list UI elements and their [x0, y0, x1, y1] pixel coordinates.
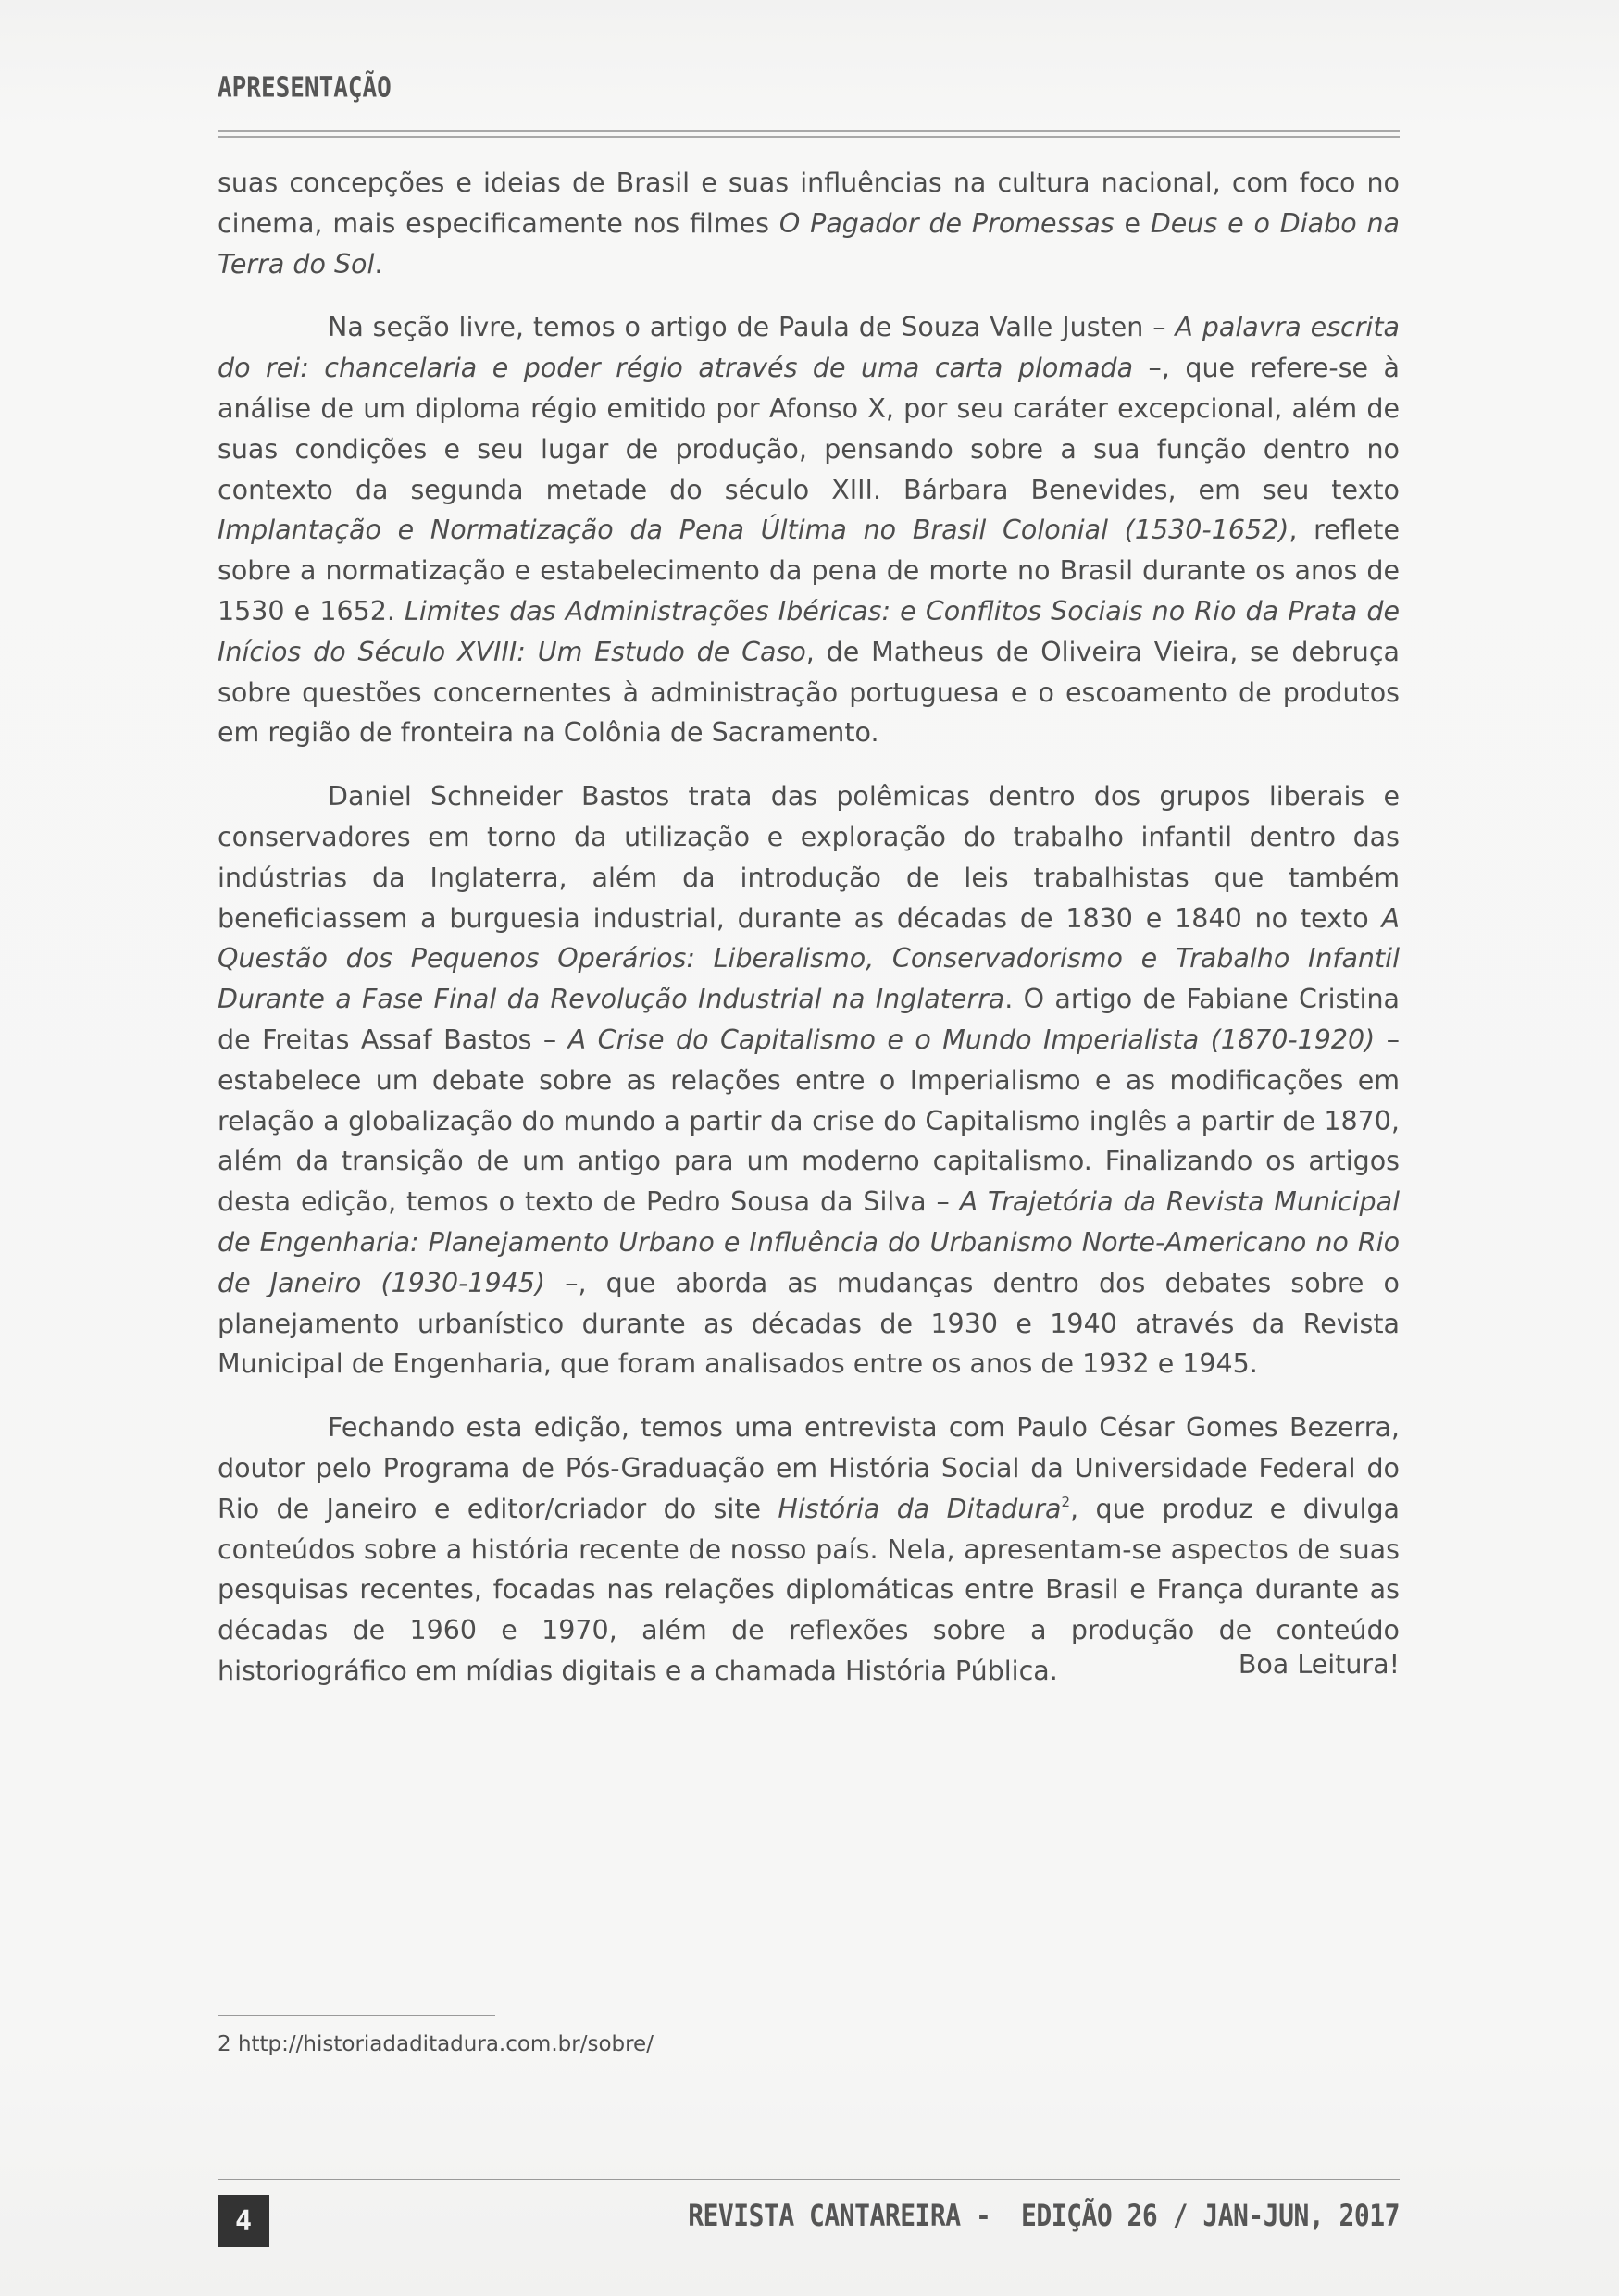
text-run: , reflete sobre a normatização e estabelecimento da pena de morte no Brasil durante os anos de 1530 e 1652.: [218, 515, 1400, 627]
article-title: Implantação e Normatização da Pena Última no Brasil Colonial (1530-1652): [218, 515, 1289, 546]
text-run: .: [374, 248, 383, 279]
paragraph-1: [218, 163, 1400, 284]
footnote-reference[interactable]: 2: [1061, 1493, 1071, 1510]
text-run: e: [1114, 207, 1151, 239]
text-run: , de Matheus de Oliveira Vieira, se debruça sobre questões concernentes à administração portuguesa e o escoamento de produtos em região de fronteira na Colônia de Sacramento.: [218, 636, 1400, 749]
closing-line: Boa Leitura!: [1238, 1649, 1400, 1680]
text-run: Fechando esta edição, temos uma entrevista com Paulo César Gomes Bezerra, doutor pelo Programa de Pós-Graduação em História Social da Universidade Federal do Rio de Janeiro e editor/criador do site: [218, 1412, 1400, 1524]
footnote-separator: [218, 2015, 495, 2016]
text-run: suas concepções e ideias de Brasil e suas influências na cultura nacional, com foco no cinema, mais especificamente nos filmes: [218, 168, 1400, 239]
article-title: Limites das Administrações Ibéricas: e Conflitos Sociais no Rio da Prata de Inícios do Século XVIII: Um Estudo de Caso: [218, 595, 1400, 667]
paragraph-3: [218, 776, 1400, 1384]
film-title: Deus e o Diabo na Terra do Sol: [218, 207, 1401, 279]
text-run: . O artigo de Fabiane Cristina de Freitas Assaf Bastos –: [218, 984, 1400, 1055]
text-run: Daniel Schneider Bastos trata das polêmicas dentro dos grupos liberais e conservadores em torno da utilização e exploração do trabalho infantil dentro das indústrias da Inglaterra, além da introdução de leis trabalhistas que também beneficiassem a burguesia industrial, durante as décadas de 1830 e 1840 no texto: [218, 781, 1400, 934]
footnote-text: 2 http://historiadaditadura.com.br/sobre/: [218, 2032, 654, 2056]
article-title: A Trajetória da Revista Municipal de Engenharia: Planejamento Urbano e Influência do Urbanismo Norte-Americano no Rio de Janeiro (1930-1945): [218, 1186, 1400, 1298]
body-text: [218, 163, 1400, 1715]
text-run: Na seção livre, temos o artigo de Paula de Souza Valle Justen –: [328, 312, 1176, 343]
footer-rule: [218, 2179, 1400, 2180]
article-title: A Questão dos Pequenos Operários: Liberalismo, Conservadorismo e Trabalho Infantil Durante a Fase Final da Revolução Industrial na Inglaterra: [218, 902, 1400, 1015]
text-run: –, que aborda as mudanças dentro dos debates sobre o planejamento urbanístico durante as décadas de 1930 e 1940 através da Revista Municipal de Engenharia, que foram analisados entre os anos de 1932 e 1945.: [218, 1267, 1400, 1380]
paragraph-4: [218, 1408, 1400, 1692]
paragraph-2: [218, 307, 1400, 753]
text-run: –, que refere-se à análise de um diploma régio emitido por Afonso X, por seu caráter excepcional, além de suas condições e seu lugar de produção, pensando sobre a sua função dentro no contexto da segunda metade do século XIII. Bárbara Benevides, em seu texto: [218, 353, 1400, 505]
article-title: A palavra escrita do rei: chancelaria e poder régio através de uma carta plomada: [218, 312, 1400, 384]
text-run: , que produz e divulga conteúdos sobre a história recente de nosso país. Nela, apresentam-se aspectos de suas pesquisas recentes, focadas nas relações diplomáticas entre Brasil e França durante as décadas de 1960 e 1970, além de reflexões sobre a produção de conteúdo historiográfico em mídias digitais e a chamada História Pública.: [218, 1493, 1401, 1686]
film-title: O Pagador de Promessas: [778, 207, 1115, 239]
journal-info: REVISTA CANTAREIRA - EDIÇÃO 26 / JAN-JUN, 2017: [688, 2198, 1400, 2233]
header-rule-bottom: [218, 136, 1400, 138]
header-rule-top: [218, 130, 1400, 132]
header-title: APRESENTAÇÃO: [218, 72, 392, 105]
article-title: A Crise do Capitalismo e o Mundo Imperialista (1870-1920): [567, 1024, 1376, 1055]
site-title: História da Ditadura: [778, 1493, 1062, 1524]
text-run: – estabelece um debate sobre as relações entre o Imperialismo e as modificações em relação a globalização do mundo a partir da crise do Capitalismo inglês a partir de 1870, além da transição de um antigo para um moderno capitalismo. Finalizando os artigos desta edição, temos o texto de Pedro Sousa da Silva –: [218, 1024, 1401, 1218]
page-number: 4: [218, 2195, 269, 2247]
